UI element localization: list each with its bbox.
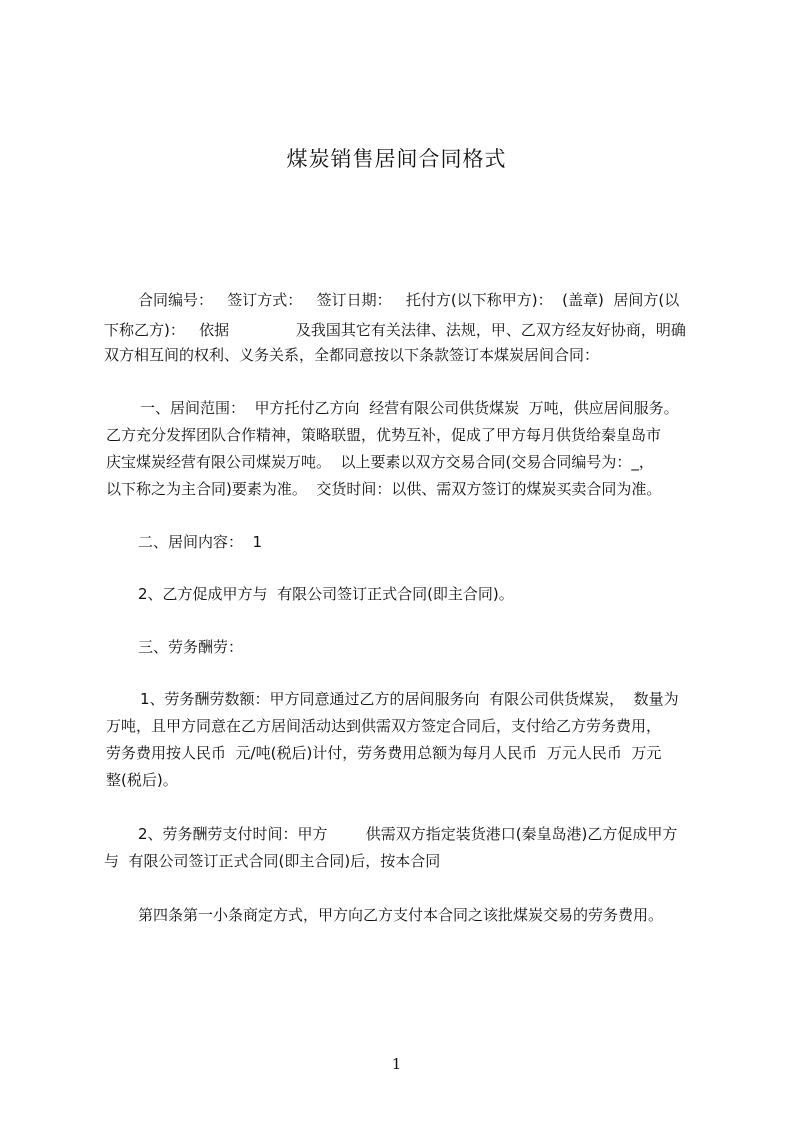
- section3-p1-line-2: 万吨，且甲方同意在乙方居间活动达到供需双方签定合同后，支付给乙方劳务费用，: [106, 717, 662, 735]
- intro-line-1: 合同编号： 签订方式： 签订日期： 托付方(以下称甲方)： (盖章) 居间方(以: [138, 291, 680, 309]
- document-title: 煤炭销售居间合同格式: [286, 147, 507, 171]
- section3-p3: 第四条第一小条商定方式，甲方向乙方支付本合同之该批煤炭交易的劳务费用。: [138, 906, 664, 924]
- section2-item-2: 2、乙方促成甲方与 有限公司签订正式合同(即主合同)。: [138, 585, 514, 603]
- intro-line-2: 下称乙方)： 依据 及我国其它有关法律、法规，甲、乙双方经友好协商，明确: [104, 321, 686, 339]
- section3-p2-line-1: 2、劳务酬劳支付时间：甲方 供需双方指定装货港口(秦皇岛港)乙方促成甲方: [138, 825, 678, 843]
- section3-heading: 三、劳务酬劳：: [138, 638, 244, 656]
- section1-line-1: 一、居间范围： 甲方托付乙方向 经营有限公司供货煤炭 万吨，供应居间服务。: [140, 399, 679, 417]
- intro-line-3: 双方相互间的权利、义务关系，全都同意按以下条款签订本煤炭居间合同：: [104, 346, 600, 364]
- section1-line-4: 以下称之为主合同)要素为准。 交货时间：以供、需双方签订的煤炭买卖合同为准。: [106, 480, 662, 498]
- section3-p2-line-2: 与 有限公司签订正式合同(即主合同)后，按本合同: [104, 852, 441, 870]
- section1-line-2: 乙方充分发挥团队合作精神，策略联盟，优势互补，促成了甲方每月供货给秦皇岛市: [106, 426, 662, 444]
- section3-p1-line-1: 1、劳务酬劳数额：甲方同意通过乙方的居间服务向 有限公司供货煤炭， 数量为: [140, 690, 679, 708]
- section3-p1-line-3: 劳务费用按人民币 元/吨(税后)计付，劳务费用总额为每月人民币 万元人民币 万元: [106, 744, 662, 762]
- section2-heading: 二、居间内容： 1: [138, 533, 263, 551]
- section3-p1-line-4: 整(税后)。: [106, 771, 178, 789]
- page-number: 1: [391, 1055, 402, 1073]
- section1-line-3: 庆宝煤炭经营有限公司煤炭万吨。 以上要素以双方交易合同(交易合同编号为：_，: [106, 453, 654, 471]
